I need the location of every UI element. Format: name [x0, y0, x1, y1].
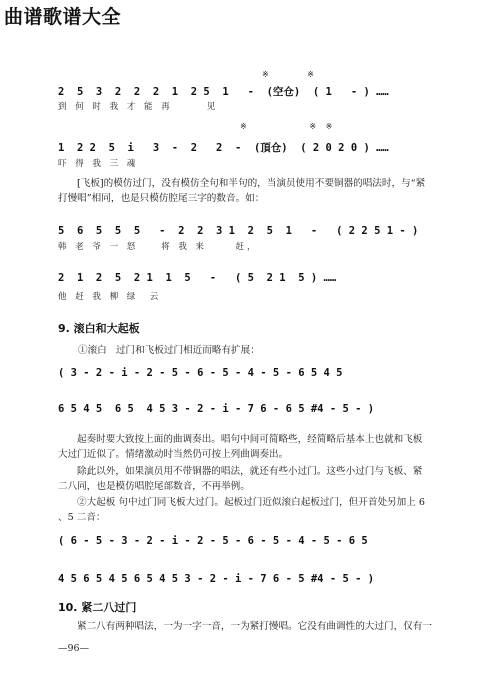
lyric-line: 吓 得 我 三 魂	[58, 159, 139, 169]
notation-line: ( 6 - 5 - 3 - 2 - i - 2 - 5 - 6 - 5 - 4 - 5 - 6 5	[58, 535, 368, 547]
lyric-line: 到 何 时 我 才 能 再 见	[58, 102, 219, 112]
accent-marks: ※ ※ ※	[240, 122, 333, 131]
lyric-line: 他 赶 我 柳 绿 云	[58, 292, 162, 302]
accent-marks: ※ ※	[262, 70, 314, 79]
notation-line: 4 5 6 5 4 5 6 5 4 5 3 - 2 - i - 7 6 - 5 #4 - 5 - )	[58, 573, 375, 585]
notation-line: ( 3 - 2 - i - 2 - 5 - 6 - 5 - 4 - 5 - 6 5 4 5	[58, 367, 343, 379]
notation-line: 2 1 2 5 2 1 1 5 - ( 5 2 1 5 ) ……	[58, 272, 337, 284]
page-number: —96—	[58, 643, 90, 654]
section-heading: 9. 滚白和大起板	[58, 322, 140, 335]
lyric-line: 韩 老 爷 一 怒 将 我 来 赶，	[58, 242, 259, 252]
subsection-line: ①滚白 过门和飞板过门相近而略有扩展：	[78, 345, 260, 356]
notation-line: 5 6 5 5 5 - 2 2 3 1 2 5 1 - ( 2 2 5 1 - )	[58, 225, 419, 237]
notation-line: 6 5 4 5 6 5 4 5 3 - 2 - i - 7 6 - 6 5 #4 - 5 - )	[58, 403, 375, 415]
paragraph: 除此以外，如果演员用不带铜器的唱法，就还有些小过门。这些小过门与飞板、紧二八同，也是模仿唱腔尾部数音，不再举例。	[58, 466, 423, 492]
section-heading: 10. 紧二八过门	[58, 601, 137, 614]
paragraph: ②大起板 句中过门同飞板大过门。起板过门近似滚白起板过门，但开首处另加上 6 、5 二音：	[58, 497, 425, 523]
paragraph: [飞板]的模仿过门，没有模仿全句和半句的，当演员使用不要铜器的唱法时，与“紧打慢唱”相同，也是只模仿腔尾三字的数音。如：	[58, 178, 426, 204]
paragraph: 紧二八有两种唱法，一为一字一音，一为紧打慢唱。它没有曲调性的大过门，仅有一	[77, 621, 432, 632]
notation-line: 1 2 2 5 i 3 - 2 2 - (頂仓) ( 2 0 2 0 ) ……	[58, 142, 389, 154]
site-banner: 曲谱歌谱大全	[4, 6, 122, 28]
notation-line: 2 5 3 2 2 2 1 2 5 1 - (空仓) ( 1 - ) ……	[58, 86, 389, 98]
paragraph: 起奏时要大致按上面的曲调奏出。唱句中间可简略些，经简略后基本上也就和飞板大过门近似了。情绪激动时当然仍可按上列曲调奏出。	[58, 434, 423, 460]
